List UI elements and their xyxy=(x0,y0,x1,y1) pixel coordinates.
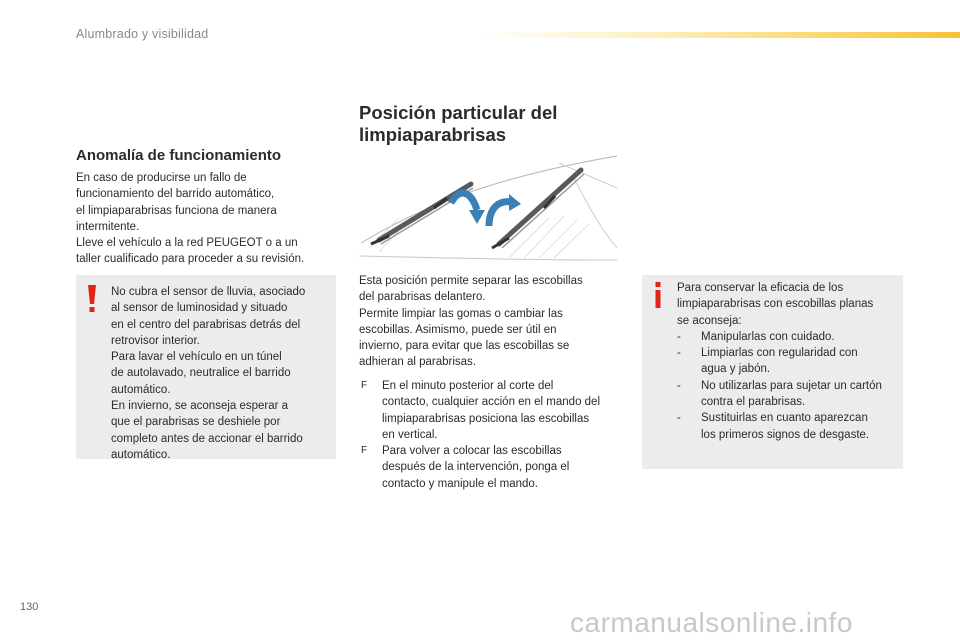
posicion-title-line: limpiaparabrisas xyxy=(359,124,507,145)
warning-line: En invierno, se aconseja esperar a xyxy=(111,400,289,413)
dash-mark: - xyxy=(677,330,681,343)
anomalia-line: taller cualificado para proceder a su revisión. xyxy=(76,253,305,266)
posicion-line: del parabrisas delantero. xyxy=(359,291,486,304)
anomalia-line: Lleve el vehículo a la red PEUGEOT o a un xyxy=(76,237,298,250)
info-item-line: Limpiarlas con regularidad con xyxy=(701,347,858,360)
anomalia-line: En caso de producirse un fallo de xyxy=(76,172,247,184)
wiper-illustration xyxy=(359,148,619,263)
posicion-line: Permite limpiar las gomas o cambiar las xyxy=(359,307,563,320)
info-list-item xyxy=(677,410,903,443)
info-item-line: Sustituirlas en cuanto aparezcan xyxy=(701,412,868,425)
posicion-line: invierno, para evitar que las escobillas se xyxy=(359,340,570,353)
step-line: en vertical. xyxy=(382,428,438,441)
warning-line: en el centro del parabrisas detrás del xyxy=(111,318,301,331)
step-line: contacto y manipule el mando. xyxy=(382,477,538,490)
info-item-line: Manipularlas con cuidado. xyxy=(701,330,835,343)
anomalia-line: el limpiaparabrisas funciona de manera xyxy=(76,204,277,217)
info-item-line: contra el parabrisas. xyxy=(701,396,806,409)
warning-line: al sensor de luminosidad y situado xyxy=(111,302,288,315)
info-list-item xyxy=(677,345,903,378)
info-text xyxy=(677,280,903,443)
warning-line: Para lavar el vehículo en un túnel xyxy=(111,351,282,364)
info-item-line: los primeros signos de desgaste. xyxy=(701,428,870,441)
info-intro-line: se aconseja: xyxy=(677,314,742,327)
warning-line: No cubra el sensor de lluvia, asociado xyxy=(111,286,306,298)
warning-line: automático. xyxy=(111,448,171,461)
warning-line: retrovisor interior. xyxy=(111,334,200,347)
step-item xyxy=(359,443,624,492)
info-intro-line: limpiaparabrisas con escobillas planas xyxy=(677,298,874,311)
posicion-title-line: Posición particular del xyxy=(359,102,558,123)
posicion-title xyxy=(359,102,639,146)
posicion-line: adhieran al parabrisas. xyxy=(359,356,476,369)
info-icon xyxy=(653,282,663,308)
posicion-line: escobillas. Asimismo, puede ser útil en xyxy=(359,323,557,336)
warning-box xyxy=(76,275,336,459)
info-item-line: No utilizarlas para sujetar un cartón xyxy=(701,379,882,392)
page-number: 130 xyxy=(20,601,39,613)
watermark: carmanualsonline.info xyxy=(570,607,853,638)
step-line: Para volver a colocar las escobillas xyxy=(382,445,562,458)
warning-line: automático. xyxy=(111,383,171,396)
exclamation-icon xyxy=(87,285,97,313)
dash-mark: - xyxy=(677,347,681,360)
warning-line: completo antes de accionar el barrido xyxy=(111,432,303,445)
step-line: limpiaparabrisas posiciona las escobillas xyxy=(382,412,590,425)
step-item xyxy=(359,378,624,443)
dash-mark: - xyxy=(677,412,681,425)
step-bullet-icon: F xyxy=(361,445,368,457)
info-box xyxy=(642,275,903,469)
warning-line: que el parabrisas se deshiele por xyxy=(111,416,281,429)
anomalia-title: Anomalía de funcionamiento xyxy=(76,147,282,164)
step-bullet-icon: F xyxy=(361,380,368,391)
step-line: contacto, cualquier acción en el mando del xyxy=(382,396,601,409)
anomalia-text xyxy=(76,170,341,268)
posicion-steps xyxy=(359,378,624,492)
posicion-line: Esta posición permite separar las escobillas xyxy=(359,275,583,287)
anomalia-line: funcionamiento del barrido automático, xyxy=(76,188,275,201)
dash-mark: - xyxy=(677,379,681,392)
header-accent-bar xyxy=(480,32,960,38)
step-line: después de la intervención, ponga el xyxy=(382,461,570,474)
info-item-line: agua y jabón. xyxy=(701,363,771,376)
warning-line: de autolavado, neutralice el barrido xyxy=(111,367,291,380)
posicion-text xyxy=(359,273,624,371)
warning-text xyxy=(111,284,336,463)
info-list-item xyxy=(677,378,903,411)
step-line: En el minuto posterior al corte del xyxy=(382,380,554,392)
anomalia-line: intermitente. xyxy=(76,220,140,233)
info-list-item xyxy=(677,329,903,345)
header-title: Alumbrado y visibilidad xyxy=(76,27,209,41)
info-intro-line: Para conservar la eficacia de los xyxy=(677,282,844,294)
